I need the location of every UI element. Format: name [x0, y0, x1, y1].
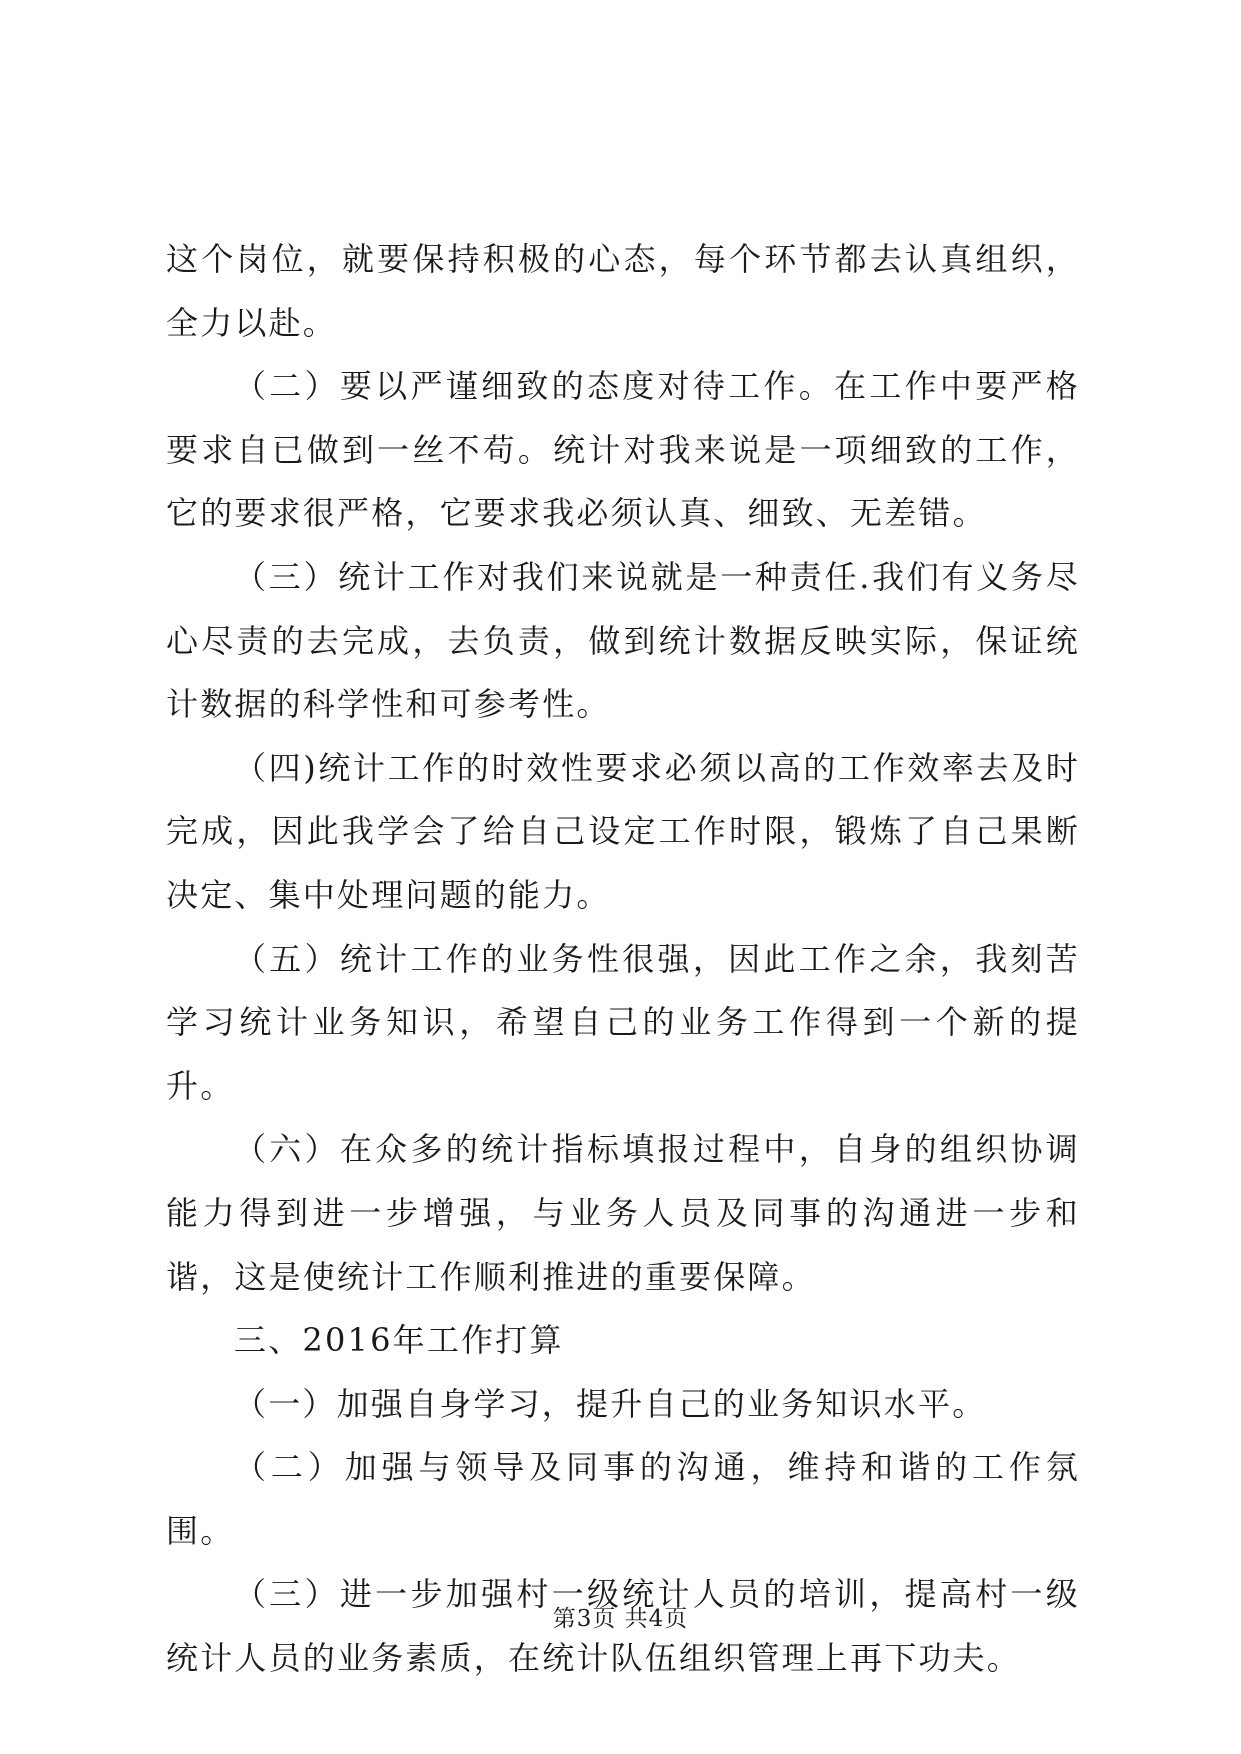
- paragraph-item-3: （三）统计工作对我们来说就是一种责任.我们有义务尽心尽责的去完成，去负责，做到统计数据反映实际，保证统计数据的科学性和可参考性。: [166, 557, 1080, 724]
- document-body: [166, 228, 1080, 1691]
- plan-item-3: （三）进一步加强村一级统计人员的培训，提高村一级统计人员的业务素质，在统计队伍组织管理上再下功夫。: [166, 1575, 1080, 1678]
- plan-item-1: （一）加强自身学习，提升自己的业务知识水平。: [234, 1384, 987, 1423]
- section-heading-plan: 三、2016年工作打算: [234, 1321, 564, 1360]
- plan-item-2: （二）加强与领导及同事的沟通，维持和谐的工作氛围。: [166, 1448, 1080, 1550]
- paragraph-continuation: 这个岗位，就要保持积极的心态，每个环节都去认真组织，全力以赴。: [166, 240, 1080, 342]
- paragraph-item-5: （五）统计工作的业务性很强，因此工作之余，我刻苦学习统计业务知识，希望自己的业务工作得到一个新的提升。: [166, 939, 1080, 1105]
- paragraph-item-2: （二）要以严谨细致的态度对待工作。在工作中要严格要求自已做到一丝不苟。统计对我来说是一项细致的工作，它的要求很严格，它要求我必须认真、细致、无差错。: [166, 367, 1080, 533]
- page-footer: 第3页 共4页: [552, 1606, 689, 1632]
- paragraph-item-4: （四)统计工作的时效性要求必须以高的工作效率去及时完成，因此我学会了给自己设定工作时限，锻炼了自己果断决定、集中处理问题的能力。: [166, 748, 1080, 914]
- paragraph-item-6: （六）在众多的统计指标填报过程中，自身的组织协调能力得到进一步增强，与业务人员及同事的沟通进一步和谐，这是使统计工作顺利推进的重要保障。: [166, 1130, 1080, 1296]
